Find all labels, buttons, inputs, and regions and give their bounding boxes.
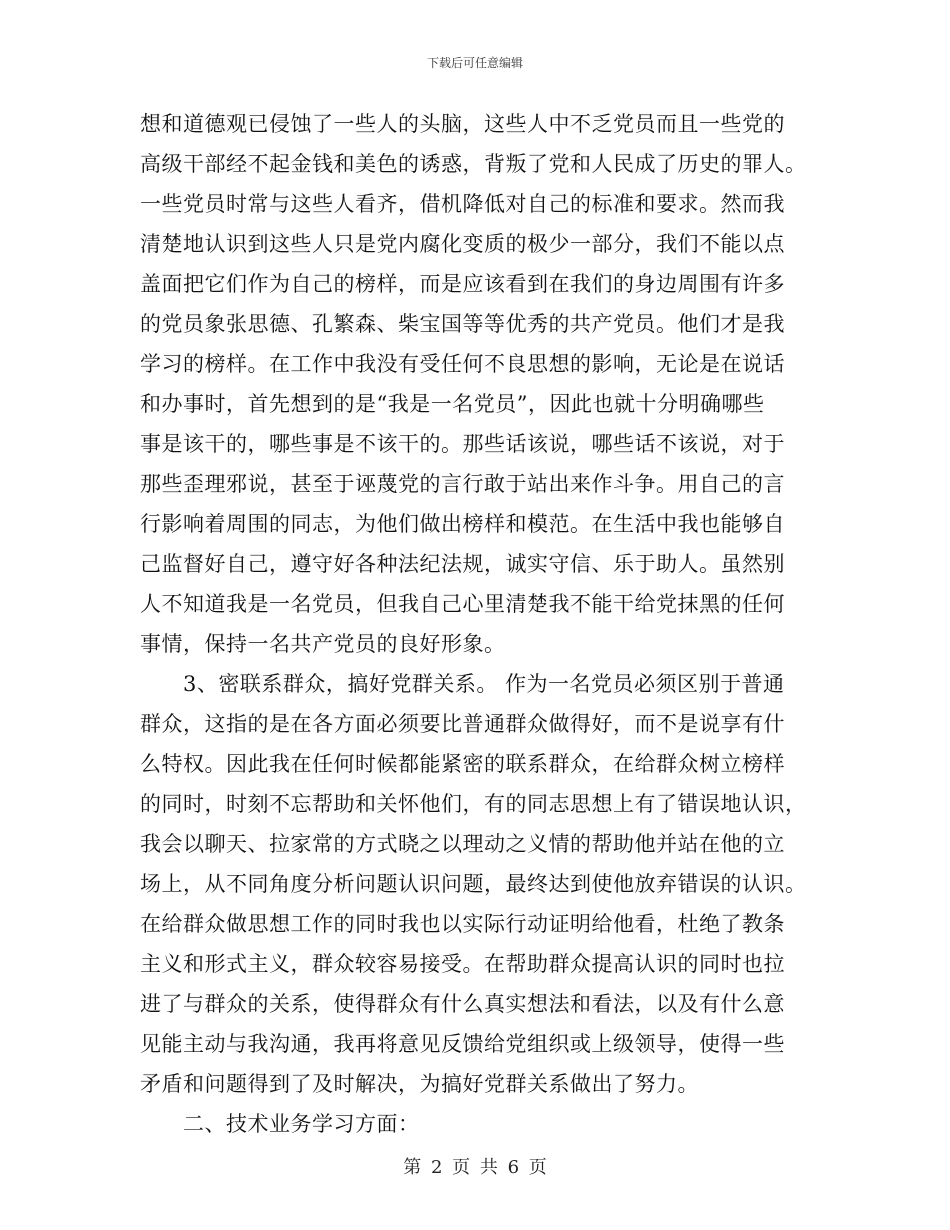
text-line: 行影响着周围的同志，为他们做出榜样和模范。在生活中我也能够自 bbox=[140, 512, 785, 536]
text-line: 清楚地认识到这些人只是党内腐化变质的极少一部分，我们不能以点 bbox=[140, 232, 785, 256]
text-line: 己监督好自己，遵守好各种法纪法规，诚实守信、乐于助人。虽然别 bbox=[140, 552, 785, 576]
text-line: 盖面把它们作为自己的榜样，而是应该看到在我们的身边周围有许多 bbox=[140, 272, 785, 296]
text-line: 事是该干的，哪些事是不该干的。那些话该说，哪些话不该说，对于 bbox=[140, 432, 785, 456]
document-body bbox=[140, 104, 820, 1144]
text-line: 那些歪理邪说，甚至于诬蔑党的言行敢于站出来作斗争。用自己的言 bbox=[140, 472, 785, 496]
text-line: 事情，保持一名共产党员的良好形象。 bbox=[140, 632, 506, 656]
text-line: 的同时，时刻不忘帮助和关怀他们，有的同志思想上有了错误地认识， bbox=[140, 792, 807, 816]
text-line: 矛盾和问题得到了及时解决，为搞好党群关系做出了努力。 bbox=[140, 1072, 699, 1096]
section-heading: 二、技术业务学习方面： bbox=[140, 1112, 420, 1136]
text-line: 场上，从不同角度分析问题认识问题，最终达到使他放弃错误的认识。 bbox=[140, 872, 807, 896]
text-line: 的党员象张思德、孔繁森、柴宝国等等优秀的共产党员。他们才是我 bbox=[140, 312, 785, 336]
text-line: 想和道德观已侵蚀了一些人的头脑，这些人中不乏党员而且一些党的 bbox=[140, 112, 785, 136]
text-line: 一些党员时常与这些人看齐，借机降低对自己的标准和要求。然而我 bbox=[140, 192, 785, 216]
text-line: 在给群众做思想工作的同时我也以实际行动证明给他看，杜绝了教条 bbox=[140, 912, 785, 936]
text-line: 见能主动与我沟通，我再将意见反馈给党组织或上级领导，使得一些 bbox=[140, 1032, 785, 1056]
text-line: 我会以聊天、拉家常的方式晓之以理动之义情的帮助他并站在他的立 bbox=[140, 832, 785, 856]
text-line: 和办事时，首先想到的是“我是一名党员”，因此也就十分明确哪些 bbox=[140, 392, 765, 416]
text-line: 群众，这指的是在各方面必须要比普通群众做得好，而不是说享有什 bbox=[140, 712, 785, 736]
text-line: 学习的榜样。在工作中我没有受任何不良思想的影响，无论是在说话 bbox=[140, 352, 785, 376]
page-number-footer: 第 2 页 共 6 页 bbox=[403, 1157, 547, 1178]
text-line: 么特权。因此我在任何时候都能紧密的联系群众，在给群众树立榜样 bbox=[140, 752, 785, 776]
text-line: 高级干部经不起金钱和美色的诱惑，背叛了党和人民成了历史的罪人。 bbox=[140, 152, 807, 176]
text-line: 主义和形式主义，群众较容易接受。在帮助群众提高认识的同时也拉 bbox=[140, 952, 785, 976]
text-line: 进了与群众的关系，使得群众有什么真实想法和看法，以及有什么意 bbox=[140, 992, 785, 1016]
text-line: 人不知道我是一名党员，但我自己心里清楚我不能干给党抹黑的任何 bbox=[140, 592, 785, 616]
page-header-note: 下载后可任意编辑 bbox=[426, 56, 523, 70]
text-line: 3、密联系群众，搞好党群关系。 作为一名党员必须区别于普通 bbox=[140, 672, 785, 696]
